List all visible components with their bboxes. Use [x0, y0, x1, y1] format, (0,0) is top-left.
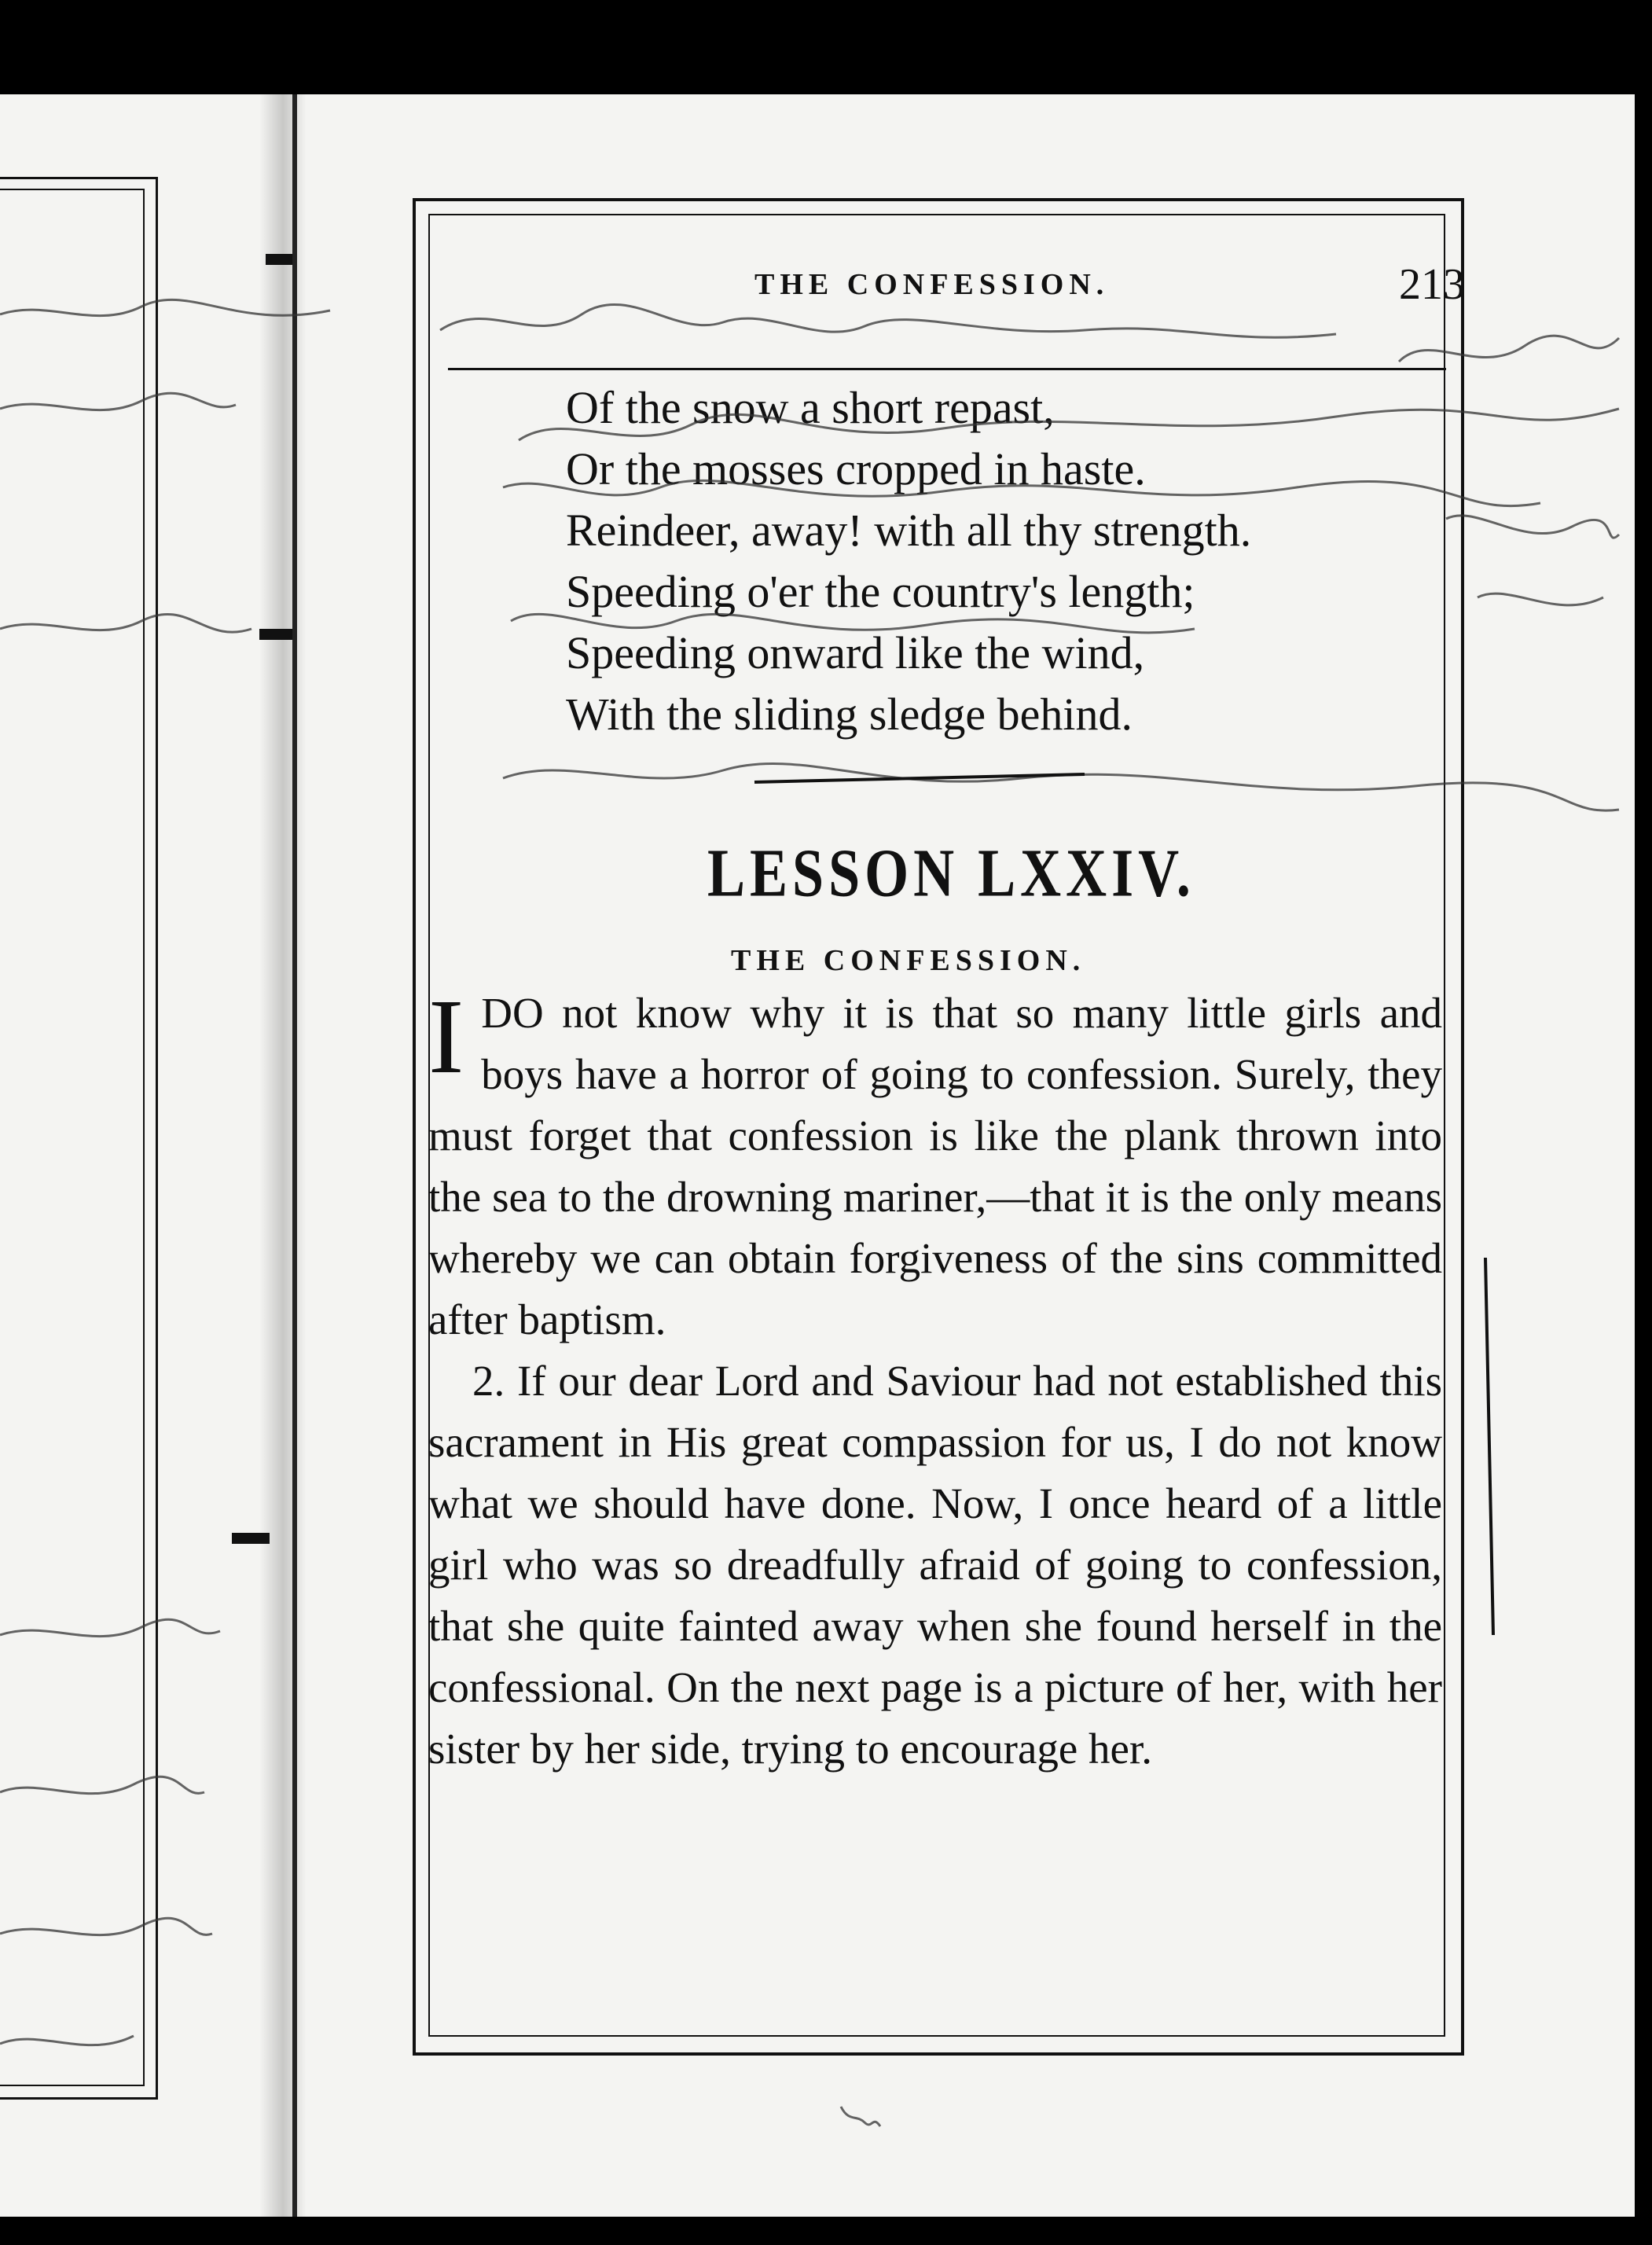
- poem-line: Speeding o'er the country's length;: [566, 566, 1195, 617]
- lesson-title: LESSON LXXIV.: [707, 835, 1195, 911]
- poem-line: With the sliding sledge behind.: [566, 689, 1133, 740]
- paragraph-2: 2. If our dear Lord and Saviour had not established this sacrament in His great compassion for us, I do not know what we should have done. Now, I once heard of a little girl who was so dreadfully afraid of going to confession, that she quite fainted away when she found herself in the confessional. On the next page is a picture of her, with her sister by her side, trying to encourage her.: [428, 1357, 1442, 1773]
- running-head: [472, 260, 1485, 314]
- poem-stanza: [566, 377, 1251, 745]
- page-number: 213: [1399, 260, 1465, 309]
- book-spine-line: [292, 94, 297, 2217]
- binding-tab: [232, 1533, 270, 1544]
- page-fold-shadow: [259, 94, 307, 2217]
- poem-line: Reindeer, away! with all thy strength.: [566, 505, 1252, 556]
- header-rule: [448, 368, 1446, 370]
- left-page-border-inner: [0, 189, 145, 2086]
- binding-tab: [259, 629, 292, 640]
- drop-cap: I: [428, 978, 464, 1096]
- running-title: THE CONFESSION.: [754, 268, 1110, 301]
- poem-line: Or the mosses cropped in haste.: [566, 443, 1146, 494]
- binding-tab: [266, 254, 292, 265]
- poem-line: Of the snow a short repast,: [566, 382, 1055, 433]
- lesson-subtitle: THE CONFESSION.: [731, 944, 1086, 977]
- paragraph-1: [428, 978, 1442, 1350]
- poem-line: Speeding onward like the wind,: [566, 627, 1145, 678]
- lesson-body: [428, 978, 1442, 1780]
- paragraph-1-text: DO not know why it is that so many little girls and boys have a horror of going to confession. Surely, they must forget that confession is like the plank thrown into the sea to the drowning mariner,—that it is the only means whereby we can obtain forgiveness of the sins committed after baptism.: [428, 989, 1442, 1343]
